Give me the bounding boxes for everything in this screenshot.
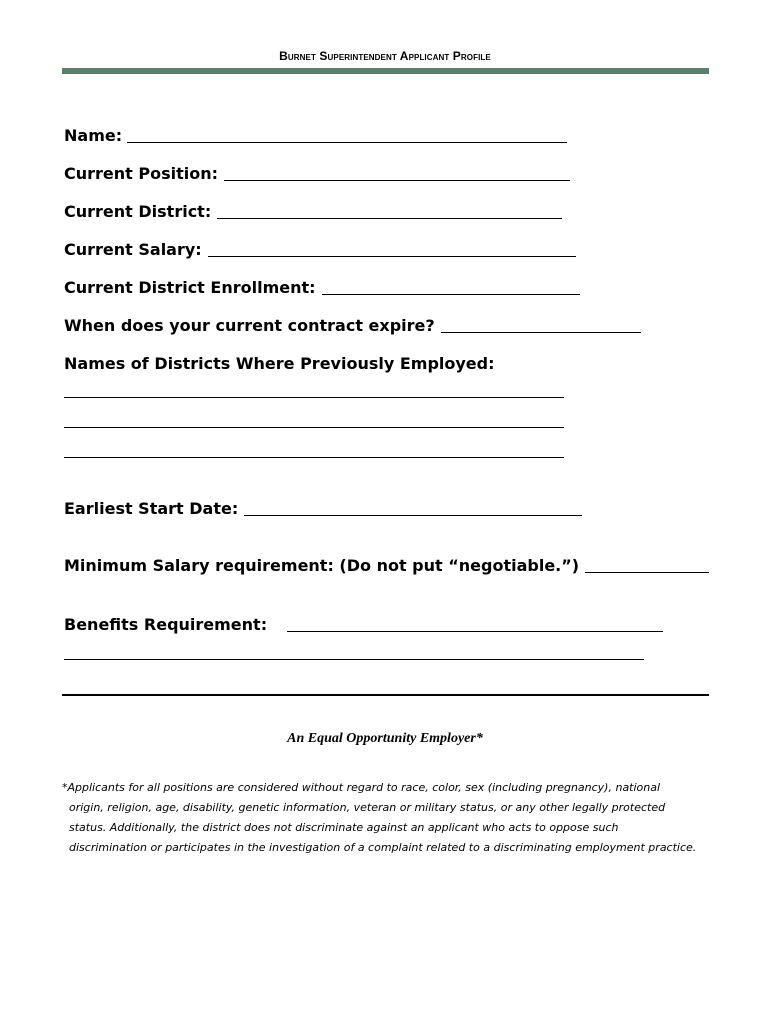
current-enrollment-blank[interactable] — [322, 276, 580, 295]
benefits-label: Benefits Requirement: — [64, 615, 268, 634]
current-district-blank[interactable] — [217, 200, 562, 219]
contract-expire-label: When does your current contract expire? — [64, 316, 435, 335]
current-salary-blank[interactable] — [208, 238, 576, 257]
minimum-salary-blank[interactable] — [585, 554, 709, 573]
name-blank[interactable] — [127, 124, 567, 143]
current-enrollment-field — [64, 274, 580, 298]
previous-districts-field — [64, 350, 495, 374]
current-district-field — [64, 198, 562, 222]
current-position-blank[interactable] — [224, 162, 570, 181]
earliest-start-blank[interactable] — [244, 497, 582, 516]
previous-districts-label: Names of Districts Where Previously Employed: — [64, 354, 495, 373]
disclaimer — [62, 778, 722, 858]
section-divider — [62, 694, 709, 696]
earliest-start-label: Earliest Start Date: — [64, 499, 239, 518]
current-salary-label: Current Salary: — [64, 240, 202, 259]
previous-districts-blank-3[interactable] — [64, 457, 564, 458]
benefits-blank-1[interactable] — [287, 613, 663, 632]
name-label: Name: — [64, 126, 123, 145]
title-divider — [62, 68, 709, 74]
benefits-field — [64, 611, 663, 635]
disclaimer-line: origin, religion, age, disability, genetic information, veteran or military status, or any other legally protected — [69, 801, 666, 814]
disclaimer-line: status. Additionally, the district does not discriminate against an applicant who acts to oppose such — [69, 821, 619, 834]
contract-expire-blank[interactable] — [441, 314, 641, 333]
current-salary-field — [64, 236, 576, 260]
minimum-salary-label: Minimum Salary requirement: (Do not put “negotiable.”) — [64, 556, 580, 575]
current-position-label: Current Position: — [64, 164, 219, 183]
name-field — [64, 122, 567, 146]
equal-opportunity-heading: An Equal Opportunity Employer* — [287, 731, 483, 746]
current-district-label: Current District: — [64, 202, 212, 221]
earliest-start-field — [64, 495, 582, 519]
previous-districts-blank-2[interactable] — [64, 427, 564, 428]
disclaimer-line: *Applicants for all positions are considered without regard to race, color, sex (including pregnancy), national — [62, 781, 661, 794]
disclaimer-line: discrimination or participates in the investigation of a complaint related to a discriminating employment practice. — [69, 841, 697, 854]
page-title: Burnet Superintendent Applicant Profile — [279, 49, 491, 63]
minimum-salary-field — [64, 552, 709, 576]
benefits-blank-2[interactable] — [64, 659, 644, 660]
contract-expire-field — [64, 312, 641, 336]
current-position-field — [64, 160, 570, 184]
current-enrollment-label: Current District Enrollment: — [64, 278, 316, 297]
previous-districts-blank-1[interactable] — [64, 397, 564, 398]
